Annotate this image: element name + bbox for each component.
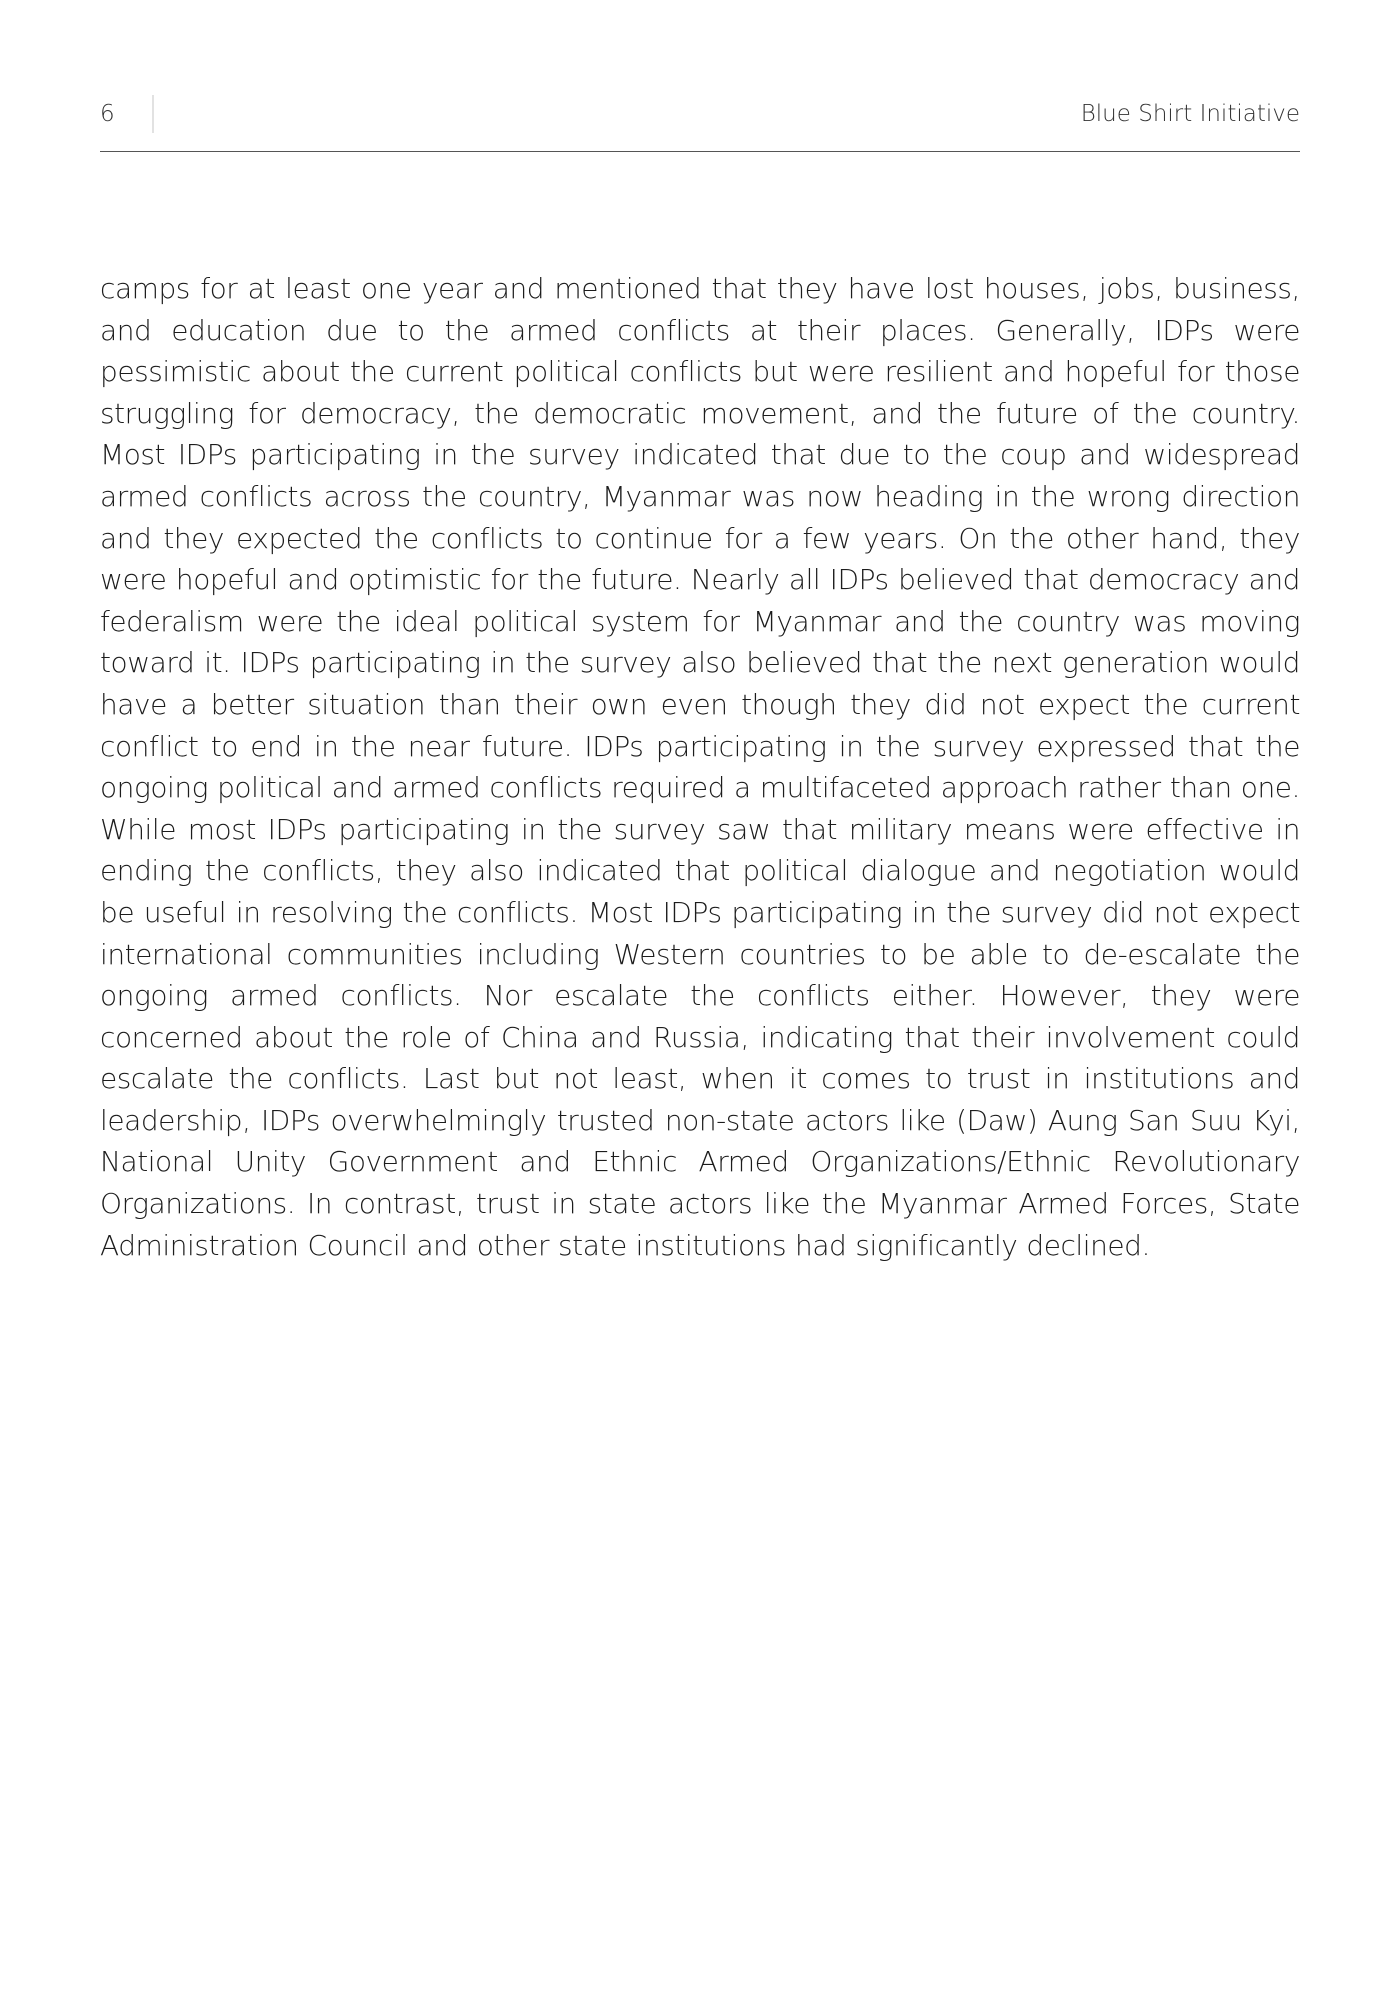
running-header <box>100 95 1300 141</box>
publisher-name: Blue Shirt Initiative <box>1080 101 1300 127</box>
header-divider-tick <box>152 95 154 133</box>
page-number: 6 <box>100 101 115 127</box>
body-paragraph: camps for at least one year and mentioned that they have lost houses, jobs, business, and education due to the armed conflicts at their places. Generally, IDPs were pessimistic about the current political conflicts but were resilient and hopeful for those struggling for democracy, the democratic movement, and the future of the country. Most IDPs participating in the survey indicated that due to the coup and widespread armed conflicts across the country, Myanmar was now heading in the wrong direction and they expected the conflicts to continue for a few years. On the other hand, they were hopeful and optimistic for the future. Nearly all IDPs believed that democracy and federalism were the ideal political system for Myanmar and the country was moving toward it. IDPs participating in the survey also believed that the next generation would have a better situation than their own even though they did not expect the current conflict to end in the near future. IDPs participating in the survey expressed that the ongoing political and armed conflicts required a multifaceted approach rather than one. While most IDPs participating in the survey saw that military means were effective in ending the conflicts, they also indicated that political dialogue and negotiation would be useful in resolving the conflicts. Most IDPs participating in the survey did not expect international communities including Western countries to be able to de-escalate the ongoing armed conflicts. Nor escalate the conflicts either. However, they were concerned about the role of China and Russia, indicating that their involvement could escalate the conflicts. Last but not least, when it comes to trust in institutions and leadership, IDPs overwhelmingly trusted non-state actors like (Daw) Aung San Suu Kyi, National Unity Government and Ethnic Armed Organizations/Ethnic Revolutionary Organizations. In contrast, trust in state actors like the Myanmar Armed Forces, State Administration Council and other state institutions had significantly declined. <box>100 272 1300 1262</box>
header-rule <box>100 151 1300 152</box>
